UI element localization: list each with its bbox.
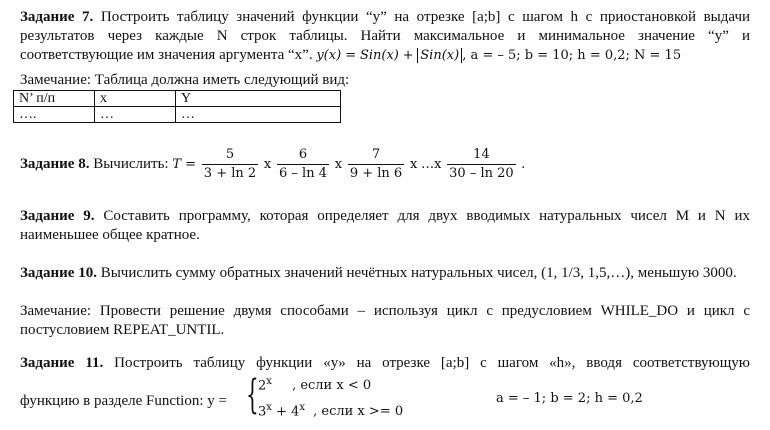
task9-paragraph — [20, 207, 750, 245]
task7-formula-sin1: Sin(x) — [359, 48, 399, 63]
task8-end: . — [521, 155, 526, 172]
task11-case2: $3^x + 4^x$ , если x >= 0 — [258, 402, 404, 420]
table-cell: … — [95, 107, 176, 123]
task10-paragraph — [20, 264, 750, 283]
table-header-row — [14, 91, 341, 107]
task9-text: Составить программу, которая определяет для двух вводимых натуральных чисел M и N их наименьшее общее кратное. — [20, 208, 751, 243]
task7-paragraph — [20, 8, 750, 65]
task8-fraction: $\frac{6}{6 - \ln 4}$ — [279, 147, 327, 181]
table-row — [14, 107, 341, 123]
table-cell: … — [176, 107, 341, 123]
task11-paragraph — [20, 354, 750, 373]
table-header-cell: N’ п/п — [14, 91, 95, 107]
task7-note: Замечание: Таблица должна иметь следующий вид: — [20, 72, 350, 88]
task10-label: Задание 10. — [20, 265, 97, 281]
task8-dots: …x — [421, 156, 442, 172]
task7-formula-lhs: y(x) = — [316, 48, 357, 63]
task8-label: Задание 8. — [20, 155, 90, 172]
task11-case1: 2$^x$ , если x < 0 — [258, 376, 372, 394]
task8-times: x — [263, 156, 272, 172]
task7-params: , a = – 5; b = 10; h = 0,2; N = 15 — [462, 48, 682, 63]
task11-params: a = – 1; b = 2; h = 0,2 — [496, 391, 643, 406]
task8-times: x — [409, 156, 418, 172]
task11-text: Построить таблицу функции «y» на отрезке [a;b] с шагом «h», вводя соответствующую — [114, 355, 750, 371]
task8-times: x — [334, 156, 343, 172]
task8-fraction: $\frac{7}{9 + \ln 6}$ — [349, 147, 403, 181]
task10-note: Замечание: Провести решение двумя способами – используя цикл с предусловием WHILE_DO и цикл с постусловием REPEAT_UNTIL. — [20, 303, 750, 338]
task8-fraction: $\frac{5}{3 + \ln 2}$ — [203, 147, 257, 181]
task9-label: Задание 9. — [20, 208, 95, 224]
task7-table — [13, 90, 341, 123]
brace-icon: { — [246, 372, 259, 418]
task7-label: Задание 7. — [20, 9, 94, 25]
task11-text2: функцию в разделе Function: y = — [20, 393, 227, 409]
task8-line — [20, 146, 525, 183]
task8-text: Вычислить: — [93, 155, 169, 172]
table-header-cell: x — [95, 91, 176, 107]
task11-label: Задание 11. — [20, 355, 104, 371]
table-cell: …. — [14, 107, 95, 123]
task10-text: Вычислить сумму обратных значений нечётных натуральных чисел, (1, 1/3, 1,5,…), меньшую 3000. — [100, 265, 737, 281]
task7-formula-sin2: Sin(x) — [420, 48, 460, 63]
task7-formula-abs — [417, 48, 462, 63]
task8-lhs: T = — [172, 156, 197, 172]
task7-text: Построить таблицу значений функции “y” на отрезке [a;b] с шагом h с приостановкой выдачи результатов через каждые N строк таблицы. Найти максимальное и минимальное значение “y” и соответствующие им значения аргумента “x”. — [20, 9, 751, 63]
task7-formula-plus: + — [402, 48, 414, 63]
task8-fraction: $\frac{14}{30 - \ln 20}$ — [449, 147, 514, 181]
table-header-cell: Y — [176, 91, 341, 107]
